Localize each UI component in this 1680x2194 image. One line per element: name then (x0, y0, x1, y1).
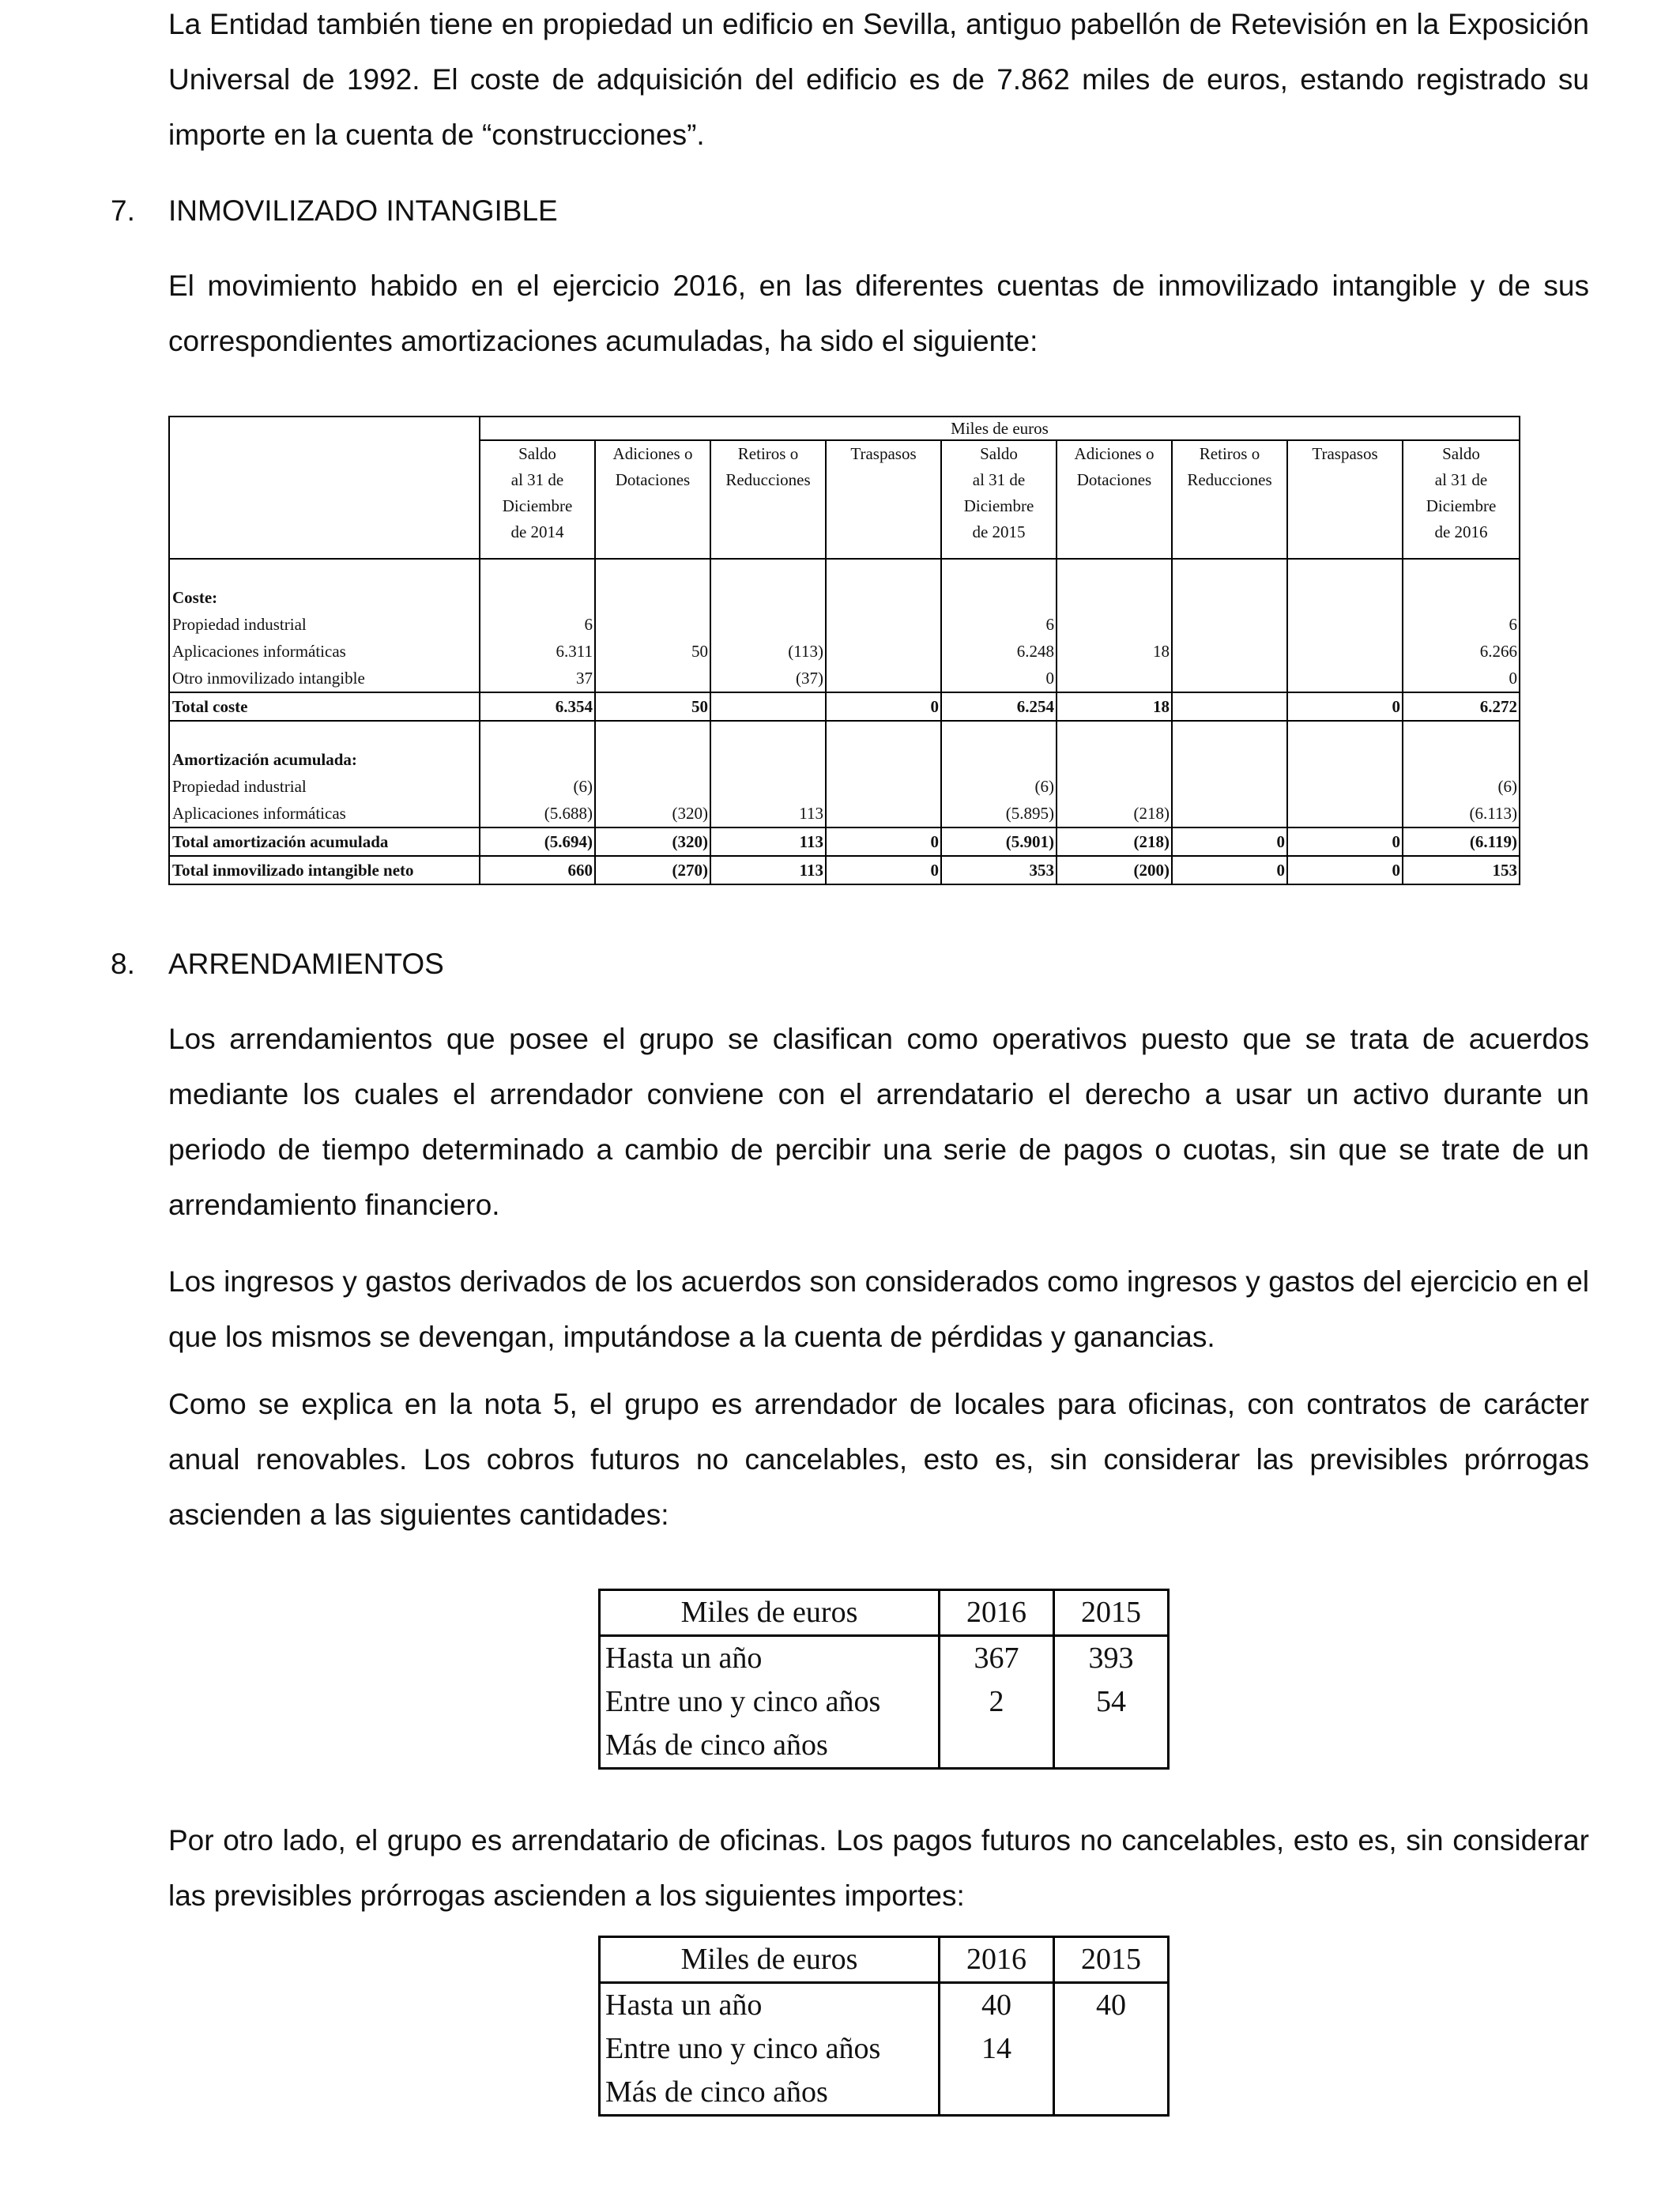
cobros-futuros-table (598, 1589, 1170, 1770)
table-row (600, 1680, 1169, 1724)
value-2015 (1054, 2071, 1169, 2116)
column-header-line: Diciembre (963, 496, 1034, 515)
row-label: Hasta un año (600, 1983, 940, 2028)
column-header-line: de 2015 (972, 522, 1026, 541)
value-cell: 113 (710, 800, 826, 827)
value-cell: (113) (710, 638, 826, 665)
value-cell (1287, 800, 1403, 827)
total-row (169, 692, 1520, 721)
value-cell (826, 665, 941, 692)
table-unit-header: Miles de euros (480, 417, 1520, 440)
value-cell: (37) (710, 665, 826, 692)
value-cell (826, 773, 941, 800)
empty-cell (595, 721, 710, 773)
value-2016: 14 (940, 2027, 1054, 2071)
empty-cell (1057, 721, 1172, 773)
coste-section (169, 559, 1520, 721)
section-8-paragraph-1: Los arrendamientos que posee el grupo se clasifican como operativos puesto que se trata de acuerdos mediante los cuales el arrendador conviene con el arrendatario el derecho a usar un activo durante un periodo de tiempo determinado a cambio de percibir una serie de pagos o cuotas, sin que se trate de un arrendamiento financiero. (168, 1023, 1589, 1221)
column-header-line: al 31 de (510, 470, 564, 489)
value-cell (1287, 665, 1403, 692)
value-cell: 0 (941, 665, 1057, 692)
table-corner-cell (169, 417, 480, 559)
value-cell: (6.119) (1403, 827, 1520, 856)
value-cell: 0 (1287, 827, 1403, 856)
value-cell: (200) (1057, 856, 1172, 884)
section-8-paragraph-4: Por otro lado, el grupo es arrendatario de oficinas. Los pagos futuros no cancelables, esto es, sin considerar las previsibles prórrogas ascienden a los siguientes importes: (168, 1824, 1589, 1912)
section-8-number: 8. (111, 948, 135, 980)
value-cell (1172, 638, 1287, 665)
column-header (595, 440, 710, 559)
section-7-heading (111, 183, 558, 239)
value-cell: 0 (1287, 692, 1403, 721)
empty-cell (480, 721, 595, 773)
intro-paragraph: La Entidad también tiene en propiedad un edificio en Sevilla, antiguo pabellón de Retevisión en la Exposición Universal de 1992. El coste de adquisición del edificio es de 7.862 miles de euros, estando registrado su importe en la cuenta de “construcciones”. (168, 8, 1589, 151)
empty-cell (1172, 559, 1287, 611)
value-cell: 6.266 (1403, 638, 1520, 665)
value-cell: 353 (941, 856, 1057, 884)
column-header (826, 440, 941, 559)
column-header-line: Retiros o (1199, 444, 1260, 463)
value-cell (710, 611, 826, 638)
intangible-assets-table (168, 416, 1520, 885)
value-cell (1287, 611, 1403, 638)
table-row (600, 1636, 1169, 1681)
table-row (600, 1983, 1169, 2028)
value-cell: 6 (1403, 611, 1520, 638)
value-cell: 0 (1403, 665, 1520, 692)
row-label: Aplicaciones informáticas (169, 638, 480, 665)
value-2016 (940, 2071, 1054, 2116)
value-cell (1057, 773, 1172, 800)
value-cell: (6.113) (1403, 800, 1520, 827)
column-header (710, 440, 826, 559)
table-header-label: Miles de euros (600, 1590, 940, 1636)
value-cell: (320) (595, 800, 710, 827)
row-label: Más de cinco años (600, 2071, 940, 2116)
value-cell (595, 773, 710, 800)
column-header-line: Saldo (980, 444, 1018, 463)
row-label: Propiedad industrial (169, 773, 480, 800)
value-cell: (218) (1057, 800, 1172, 827)
value-2016: 367 (940, 1636, 1054, 1681)
value-cell (826, 611, 941, 638)
value-cell: (6) (480, 773, 595, 800)
value-cell: (6) (1403, 773, 1520, 800)
column-header (941, 440, 1057, 559)
value-cell (826, 800, 941, 827)
row-label: Entre uno y cinco años (600, 2027, 940, 2071)
section-7-paragraph: El movimiento habido en el ejercicio 2016, en las diferentes cuentas de inmovilizado intangible y de sus correspondientes amortizaciones acumuladas, ha sido el siguiente: (168, 270, 1589, 357)
empty-cell (1057, 559, 1172, 611)
section-7-title: INMOVILIZADO INTANGIBLE (168, 194, 558, 227)
value-cell (595, 611, 710, 638)
value-cell (1172, 665, 1287, 692)
empty-cell (1403, 721, 1520, 773)
value-cell (710, 692, 826, 721)
column-header-line: Diciembre (502, 496, 573, 515)
empty-cell (710, 559, 826, 611)
column-header (1403, 440, 1520, 559)
column-header-line: Adiciones o (612, 444, 693, 463)
value-2016 (940, 1724, 1054, 1769)
value-cell (1057, 665, 1172, 692)
value-cell: (270) (595, 856, 710, 884)
value-cell: 50 (595, 692, 710, 721)
pagos-futuros-table (598, 1936, 1170, 2117)
value-cell (1057, 611, 1172, 638)
total-row (169, 827, 1520, 856)
table-row (600, 1724, 1169, 1769)
column-header-line: al 31 de (1434, 470, 1488, 489)
table-header-2016: 2016 (940, 1937, 1054, 1983)
column-header-line: Traspasos (1312, 444, 1378, 463)
row-label: Total amortización acumulada (169, 827, 480, 856)
value-cell: 6.272 (1403, 692, 1520, 721)
column-header (1287, 440, 1403, 559)
total-row (169, 856, 1520, 884)
column-header-line: al 31 de (972, 470, 1026, 489)
column-header (1057, 440, 1172, 559)
empty-cell (1403, 559, 1520, 611)
value-cell: 660 (480, 856, 595, 884)
column-header-line: Traspasos (850, 444, 917, 463)
value-cell: (218) (1057, 827, 1172, 856)
value-cell: 0 (1172, 856, 1287, 884)
column-header-line: Saldo (518, 444, 556, 463)
section-8-paragraph-2: Los ingresos y gastos derivados de los acuerdos son considerados como ingresos y gastos del ejercicio en el que los mismos se devengan, imputándose a la cuenta de pérdidas y ganancias. (168, 1265, 1589, 1353)
column-header-line: Dotaciones (1076, 470, 1152, 489)
column-header-line: Diciembre (1426, 496, 1497, 515)
value-cell (710, 773, 826, 800)
value-cell (1287, 638, 1403, 665)
value-cell: 0 (1287, 856, 1403, 884)
value-cell (1287, 773, 1403, 800)
table-header-label: Miles de euros (600, 1937, 940, 1983)
row-label: Más de cinco años (600, 1724, 940, 1769)
value-cell: (320) (595, 827, 710, 856)
value-cell: 6.248 (941, 638, 1057, 665)
value-2015: 54 (1054, 1680, 1169, 1724)
value-cell: 37 (480, 665, 595, 692)
row-label: Hasta un año (600, 1636, 940, 1681)
value-2015: 40 (1054, 1983, 1169, 2028)
column-header-line: Adiciones o (1074, 444, 1155, 463)
value-cell: 0 (826, 856, 941, 884)
empty-cell (1287, 721, 1403, 773)
table-row (169, 611, 1520, 638)
column-header-line: Retiros o (737, 444, 799, 463)
value-cell: (5.688) (480, 800, 595, 827)
value-cell (595, 665, 710, 692)
row-label: Total inmovilizado intangible neto (169, 856, 480, 884)
row-label: Otro inmovilizado intangible (169, 665, 480, 692)
table-row (600, 2071, 1169, 2116)
value-cell: 113 (710, 856, 826, 884)
section-title-row (169, 721, 1520, 773)
table-header-2016: 2016 (940, 1590, 1054, 1636)
value-cell (1172, 611, 1287, 638)
value-cell (826, 638, 941, 665)
row-label: Propiedad industrial (169, 611, 480, 638)
table-row (169, 800, 1520, 827)
section-8-heading (111, 937, 444, 992)
value-cell: 18 (1057, 692, 1172, 721)
amortizacion-section (169, 721, 1520, 884)
value-cell: 50 (595, 638, 710, 665)
column-header-line: de 2014 (510, 522, 564, 541)
value-cell: 0 (826, 827, 941, 856)
value-cell (1172, 692, 1287, 721)
value-2015 (1054, 2027, 1169, 2071)
value-2015 (1054, 1724, 1169, 1769)
empty-cell (941, 721, 1057, 773)
value-cell: 6 (480, 611, 595, 638)
value-cell: 18 (1057, 638, 1172, 665)
value-2015: 393 (1054, 1636, 1169, 1681)
empty-cell (941, 559, 1057, 611)
value-2016: 40 (940, 1983, 1054, 2028)
column-header-line: Reducciones (725, 470, 811, 489)
table-row (169, 773, 1520, 800)
value-cell: 0 (826, 692, 941, 721)
value-cell (1172, 800, 1287, 827)
row-label: Total coste (169, 692, 480, 721)
empty-cell (826, 559, 941, 611)
table-header-2015: 2015 (1054, 1590, 1169, 1636)
section-title-row (169, 559, 1520, 611)
value-cell: (5.694) (480, 827, 595, 856)
value-cell: 0 (1172, 827, 1287, 856)
empty-cell (1287, 559, 1403, 611)
section-7-number: 7. (111, 194, 135, 227)
column-header-line: Saldo (1442, 444, 1480, 463)
empty-cell (1172, 721, 1287, 773)
section-title: Amortización acumulada: (169, 721, 480, 773)
column-header (1172, 440, 1287, 559)
value-2016: 2 (940, 1680, 1054, 1724)
column-header-line: Reducciones (1187, 470, 1272, 489)
value-cell: (5.901) (941, 827, 1057, 856)
column-header-line: Dotaciones (615, 470, 691, 489)
row-label: Aplicaciones informáticas (169, 800, 480, 827)
value-cell: 153 (1403, 856, 1520, 884)
value-cell: 6 (941, 611, 1057, 638)
column-header (480, 440, 595, 559)
value-cell (1172, 773, 1287, 800)
empty-cell (710, 721, 826, 773)
table-header-2015: 2015 (1054, 1937, 1169, 1983)
value-cell: 6.254 (941, 692, 1057, 721)
section-title: Coste: (169, 559, 480, 611)
value-cell: 6.311 (480, 638, 595, 665)
table-row (169, 638, 1520, 665)
row-label: Entre uno y cinco años (600, 1680, 940, 1724)
table-row (169, 665, 1520, 692)
value-cell: 6.354 (480, 692, 595, 721)
empty-cell (595, 559, 710, 611)
section-8-title: ARRENDAMIENTOS (168, 948, 444, 980)
empty-cell (826, 721, 941, 773)
empty-cell (480, 559, 595, 611)
section-8-paragraph-3: Como se explica en la nota 5, el grupo es arrendador de locales para oficinas, con contratos de carácter anual renovables. Los cobros futuros no cancelables, esto es, sin considerar las previsibles prórrogas ascienden a las siguientes cantidades: (168, 1388, 1589, 1531)
column-header-line: de 2016 (1434, 522, 1488, 541)
value-cell: (6) (941, 773, 1057, 800)
value-cell: (5.895) (941, 800, 1057, 827)
value-cell: 113 (710, 827, 826, 856)
table-row (600, 2027, 1169, 2071)
